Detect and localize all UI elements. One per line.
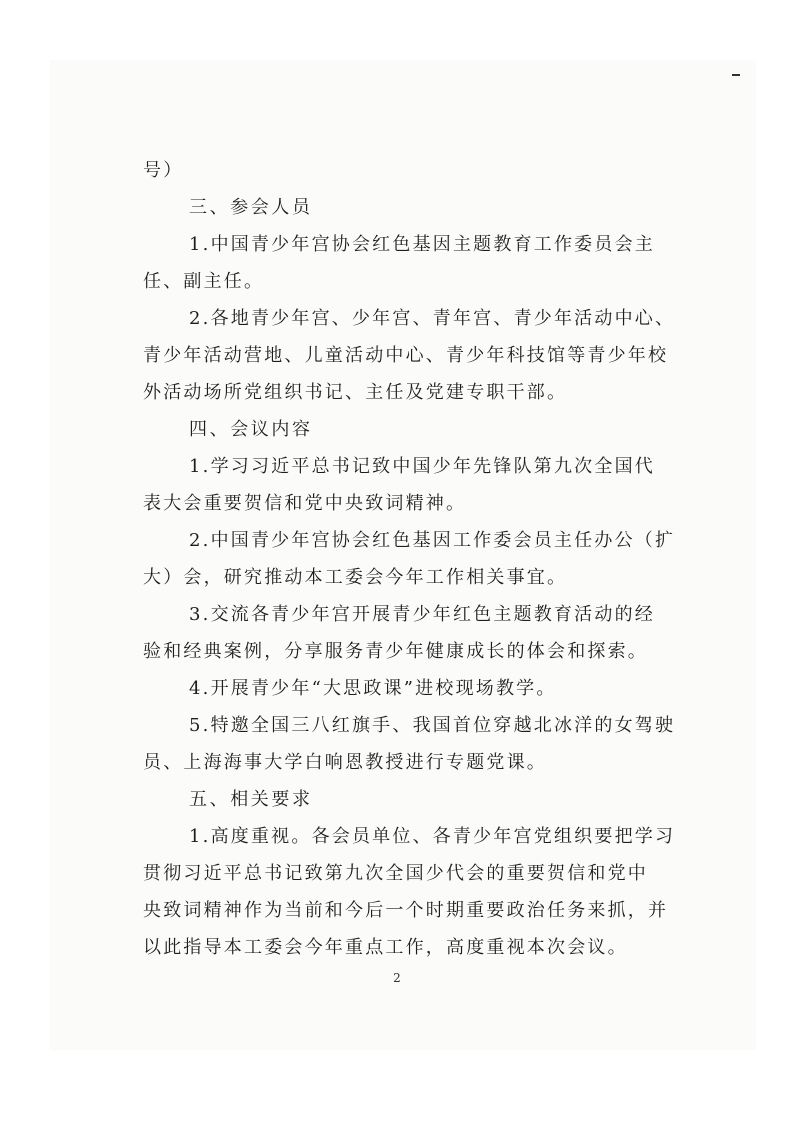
text-line: 2.中国青少年宫协会红色基因工作委会员主任办公（扩 [189, 530, 676, 551]
text-line: 表大会重要贺信和党中央致词精神。 [143, 493, 467, 514]
text-line: 任、副主任。 [143, 271, 265, 292]
text-line: 1.高度重视。各会员单位、各青少年宫党组织要把学习 [189, 826, 676, 847]
text-line: 以此指导本工委会今年重点工作，高度重视本次会议。 [143, 937, 628, 958]
text-line: 4.开展青少年“大思政课”进校现场教学。 [189, 678, 557, 699]
page-number: 2 [393, 971, 401, 985]
text-line: 员、上海海事大学白响恩教授进行专题党课。 [143, 752, 547, 773]
section-heading-attendees: 三、参会人员 [189, 197, 313, 218]
text-line: 央致词精神作为当前和今后一个时期重要政治任务来抓，并 [143, 900, 669, 921]
text-line: 贯彻习近平总书记致第九次全国少代会的重要贺信和党中 [143, 863, 648, 884]
section-heading-content: 四、会议内容 [189, 419, 313, 440]
text-line: 验和经典案例，分享服务青少年健康成长的体会和探索。 [143, 641, 648, 662]
text-line: 大）会，研究推动本工委会今年工作相关事宜。 [143, 567, 568, 588]
text-line: 2.各地青少年宫、少年宫、青年宫、青少年活动中心、 [189, 308, 676, 329]
text-line: 1.中国青少年宫协会红色基因主题教育工作委员会主 [189, 234, 655, 255]
section-heading-requirements: 五、相关要求 [189, 789, 313, 810]
text-line: 3.交流各青少年宫开展青少年红色主题教育活动的经 [189, 604, 655, 625]
text-line: 5.特邀全国三八红旗手、我国首位穿越北冰洋的女驾驶 [189, 715, 676, 736]
text-line: 外活动场所党组织书记、主任及党建专职干部。 [143, 382, 568, 403]
text-line: 青少年活动营地、儿童活动中心、青少年科技馆等青少年校 [143, 345, 669, 366]
text-line-continuation: 号） [143, 160, 184, 181]
text-line: 1.学习习近平总书记致中国少年先锋队第九次全国代 [189, 456, 655, 477]
scan-mark [732, 74, 740, 76]
